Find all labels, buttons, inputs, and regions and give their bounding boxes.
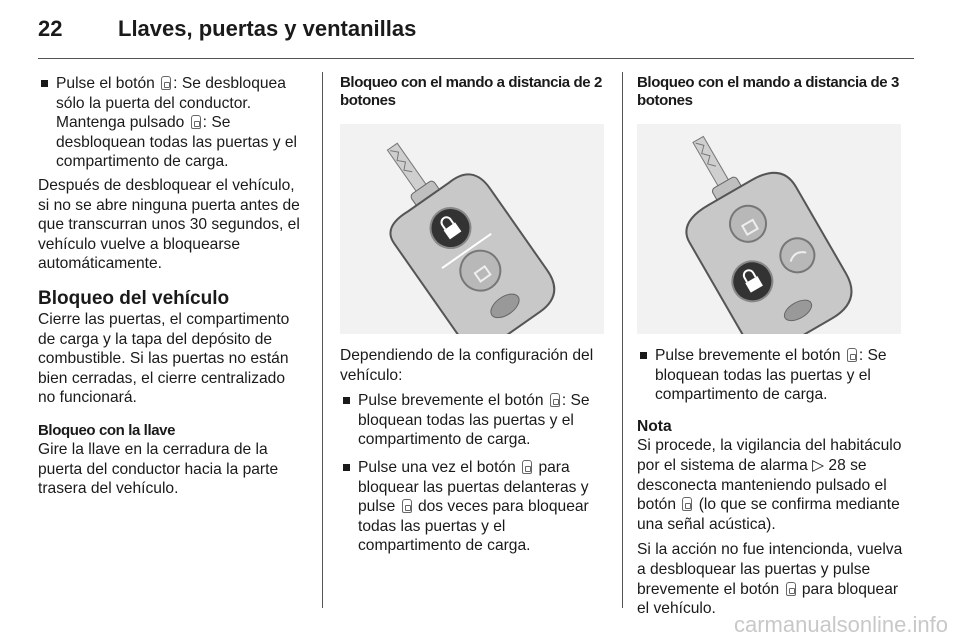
two-button-key-fob-image [340, 124, 604, 334]
chapter-title: Llaves, puertas y ventanillas [118, 16, 417, 41]
column-1 [38, 74, 306, 499]
page-reference[interactable]: ▷ 28 [812, 456, 846, 474]
paragraph: Dependiendo de la configuración del vehículo: [340, 347, 594, 384]
three-button-key-fob-image [637, 124, 901, 334]
column-divider-1 [322, 72, 323, 608]
note-title: Nota [637, 417, 672, 435]
lock-icon [847, 348, 857, 362]
list-item: Pulse brevemente el botón : Se bloquean todas las puertas y el compartimento de carga. [340, 391, 608, 450]
unlock-icon [191, 115, 201, 129]
list-item: Pulse brevemente el botón : Se bloquean todas las puertas y el compartimento de carga. [637, 346, 905, 405]
header-divider [38, 58, 914, 59]
section-title: Bloqueo del vehículo [38, 287, 230, 309]
lock-icon [522, 460, 532, 474]
list-item: Pulse el botón : Se desbloquea sólo la puerta del conductor. Mantenga pulsado : Se desbloquean todas las puertas y el compartimento de carga. [38, 74, 306, 172]
lock-icon [550, 393, 560, 407]
column-divider-2 [622, 72, 623, 608]
note-paragraph: Si la acción no fue intencionda, vuelva a desbloquear las puertas y pulse brevemente el botón para bloquear el vehículo. [637, 541, 903, 618]
lock-icon [682, 497, 692, 511]
subsection-title: Bloqueo con el mando a distancia de 3 botones [637, 74, 899, 109]
paragraph: Gire la llave en la cerradura de la puerta del conductor hacia la parte trasera del vehículo. [38, 440, 279, 498]
list-item: Pulse una vez el botón para bloquear las puertas delanteras y pulse dos veces para bloquear todas las puertas y el compartimento de carga. [340, 458, 608, 556]
unlock-icon [161, 76, 171, 90]
column-2 [340, 74, 608, 560]
subsection-title: Bloqueo con el mando a distancia de 2 botones [340, 74, 602, 109]
subsection-title: Bloqueo con la llave [38, 421, 176, 439]
lock-icon [402, 499, 412, 513]
column-3 [637, 74, 905, 619]
lock-icon [786, 582, 796, 596]
paragraph: Después de desbloquear el vehículo, si no se abre ninguna puerta antes de que transcurran unos 30 segundos, el vehículo vuelve a bloquearse automáticamente. [38, 176, 300, 273]
paragraph: Cierre las puertas, el compartimento de carga y la tapa del depósito de combustible. Si las puertas no están bien cerradas, el cierre centralizado no funcionará. [38, 310, 290, 407]
page-header [38, 16, 416, 46]
watermark: carmanualsonline.info [733, 612, 948, 637]
note-paragraph: Si procede, la vigilancia del habitáculo por el sistema de alarma ▷ 28 se desconecta manteniendo pulsado el botón (lo que se confirma mediante una señal acústica). [637, 437, 902, 533]
page-number: 22 [38, 16, 63, 41]
